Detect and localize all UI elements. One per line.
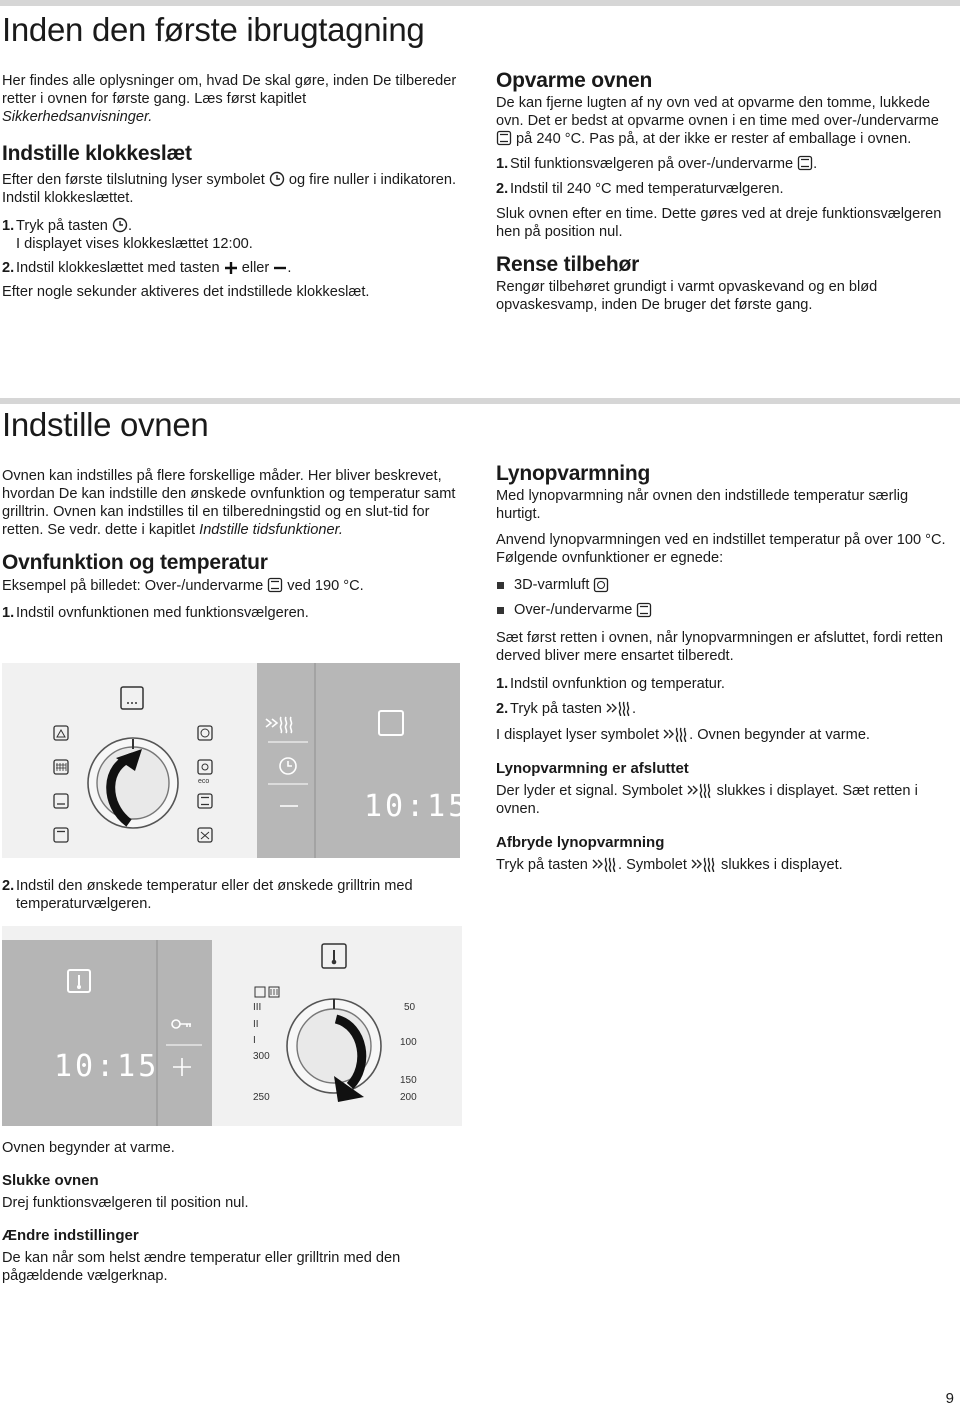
- column-right-1: [496, 69, 956, 314]
- grill-label-III: III: [253, 1002, 262, 1013]
- setup-intro: Ovnen kan indstilles på flere forskellige måder. Her bliver beskrevet, hvordan De kan indstille den ønskede ovnfunktion og temperatur samt grilltrin. Ovnen kan indstilles til en tilberedningstid og en slut-tid for retten. Se vedr. dette i kapitlet Indstille tidsfunktioner.: [2, 468, 456, 538]
- temperature-selector-drawing: [2, 926, 462, 1126]
- 3d-hot-air-icon: [198, 726, 212, 740]
- function-step-1: 1. Indstil ovnfunktionen med funktionsvælgeren.: [2, 605, 309, 621]
- column-left-2: [2, 467, 457, 622]
- function-selector-drawing: [2, 663, 460, 858]
- section-rule-top: [0, 0, 960, 6]
- function-selector-illustration: [2, 663, 460, 858]
- list-item: Over-/undervarme: [496, 601, 956, 619]
- defrost-icon: [198, 828, 212, 842]
- clock-step-2: 2. Indstil klokkeslættet med tasten eller .: [2, 260, 292, 276]
- heat-step-2: 2. Indstil til 240 °C med temperaturvælgeren.: [496, 181, 784, 197]
- section-rule: [0, 398, 960, 404]
- clock-note: Efter nogle sekunder aktiveres det indstillede klokkeslæt.: [2, 284, 370, 300]
- column-left-1: [2, 72, 457, 301]
- clock-step-1: 1. Tryk på tasten . I displayet vises klokkeslættet 12:00.: [2, 218, 253, 252]
- grill-level-icons: [255, 987, 279, 997]
- heat-heading: Opvarme ovnen: [496, 69, 653, 92]
- temp-label-250: 250: [253, 1092, 270, 1103]
- bullet-icon: [497, 607, 504, 614]
- change-paragraph: De kan når som helst ændre temperatur eller grilltrin med den pågældende vælgerknap.: [2, 1250, 401, 1284]
- list-item: 3D-varmluft: [496, 576, 956, 594]
- temperature-icon: [322, 944, 346, 968]
- temperature-knob: [287, 999, 381, 1093]
- clean-heading: Rense tilbehør: [496, 253, 640, 276]
- temperature-selector-illustration: [2, 926, 462, 1126]
- grill-label-II: II: [253, 1019, 259, 1030]
- heat-note: Sluk ovnen efter en time. Dette gøres ved at dreje funktionsvælgeren hen på position nul.: [496, 206, 942, 240]
- fan-heat-icon: [54, 726, 68, 740]
- control-panel: [257, 663, 460, 858]
- clean-paragraph: Rengør tilbehøret grundigt i varmt opvaskevand og en blød opvaskesvamp, inden De bruger det første gang.: [496, 279, 878, 313]
- grill-icon: [54, 760, 68, 774]
- column-left-2b: [2, 877, 472, 913]
- top-heat-icon: [54, 828, 68, 842]
- rapid-paragraph-4: I displayet lyser symbolet . Ovnen begynder at varme.: [496, 727, 870, 743]
- top-bottom-heat-icon: [797, 155, 813, 171]
- temp-label-300: 300: [253, 1051, 270, 1062]
- function-example: Eksempel på billedet: Over-/undervarme ved 190 °C.: [2, 578, 364, 594]
- function-heading: Ovnfunktion og temperatur: [2, 551, 268, 574]
- rapid-paragraph-3: Sæt først retten i ovnen, når lynopvarmningen er afsluttet, fordi retten derved bliver mere ensartet tilberedt.: [496, 630, 943, 664]
- temp-label-100: 100: [400, 1037, 417, 1048]
- rapid-done-heading: Lynopvarmning er afsluttet: [496, 760, 689, 777]
- clock-heading: Indstille klokkeslæt: [2, 142, 192, 165]
- rapid-heat-icon: [663, 726, 689, 742]
- off-heading: Slukke ovnen: [2, 1172, 99, 1189]
- bottom-heat-icon: [54, 794, 68, 808]
- rapid-abort-paragraph: Tryk på tasten . Symbolet slukkes i displayet.: [496, 857, 843, 873]
- rapid-step-1: 1. Indstil ovnfunktion og temperatur.: [496, 676, 725, 692]
- top-bottom-heat-icon: [198, 794, 212, 808]
- top-bottom-heat-icon: [496, 130, 512, 146]
- temp-label-200: 200: [400, 1092, 417, 1103]
- temp-label-50: 50: [404, 1002, 416, 1013]
- display-time: 10:15: [364, 789, 460, 824]
- column-left-2c: [2, 1139, 472, 1285]
- rapid-heat-icon: [592, 856, 618, 872]
- function-knob: [88, 738, 178, 828]
- rapid-paragraph-2: Anvend lynopvarmningen ved en indstillet temperatur på over 100 °C. Følgende ovnfunktioner er egnede:: [496, 532, 946, 566]
- heat-start-note: Ovnen begynder at varme.: [2, 1140, 175, 1156]
- top-bottom-heat-icon: [267, 577, 283, 593]
- clock-icon: [112, 217, 128, 233]
- plus-icon: [224, 261, 238, 275]
- rapid-abort-heading: Afbryde lynopvarmning: [496, 834, 665, 851]
- rapid-heat-icon: [691, 856, 717, 872]
- control-panel: [2, 940, 212, 1126]
- clock-paragraph: Efter den første tilslutning lyser symbolet og fire nuller i indikatoren. Indstil klokkeslættet.: [2, 172, 457, 206]
- oven-light-icon: [121, 687, 143, 709]
- 3d-hot-air-icon: [593, 577, 609, 593]
- section-title: Indstille ovnen: [2, 406, 209, 443]
- column-right-2: [496, 462, 956, 874]
- page-title: Inden den første ibrugtagning: [2, 11, 425, 48]
- eco-icon: [198, 760, 212, 785]
- page-number: 9: [945, 1390, 954, 1407]
- display-time: 10:15: [54, 1049, 160, 1084]
- rapid-heat-icon: [606, 700, 632, 716]
- rapid-done-paragraph: Der lyder et signal. Symbolet slukkes i displayet. Sæt retten i ovnen.: [496, 783, 918, 817]
- heat-paragraph: De kan fjerne lugten af ny ovn ved at opvarme den tomme, lukkede ovn. Det er bedst at opvarme ovnen i en time med over-/undervarme på 240 °C. Pas på, at der ikke er rester af emballage i ovnen.: [496, 95, 939, 147]
- minus-icon: [273, 261, 287, 275]
- clock-icon: [269, 171, 285, 187]
- rapid-heading: Lynopvarmning: [496, 462, 651, 485]
- intro-paragraph: Her findes alle oplysninger om, hvad De skal gøre, inden De tilbereder retter i ovnen for første gang. Læs først kapitlet Sikkerhedsanvisninger.: [2, 73, 457, 125]
- temp-label-150: 150: [400, 1075, 417, 1086]
- rapid-heat-icon: [687, 782, 713, 798]
- function-step-2: 2. Indstil den ønskede temperatur eller det ønskede grilltrin med temperaturvælgeren.: [2, 878, 413, 912]
- svg-text:eco: eco: [198, 778, 210, 785]
- change-heading: Ændre indstillinger: [2, 1227, 139, 1244]
- off-paragraph: Drej funktionsvælgeren til position nul.: [2, 1195, 249, 1211]
- rapid-paragraph-1: Med lynopvarmning når ovnen den indstillede temperatur særlig hurtigt.: [496, 488, 909, 522]
- bullet-icon: [497, 582, 504, 589]
- top-bottom-heat-icon: [636, 602, 652, 618]
- grill-label-I: I: [253, 1035, 256, 1046]
- heat-step-1: 1. Stil funktionsvælgeren på over-/undervarme .: [496, 156, 818, 172]
- rapid-step-2: 2. Tryk på tasten .: [496, 701, 637, 717]
